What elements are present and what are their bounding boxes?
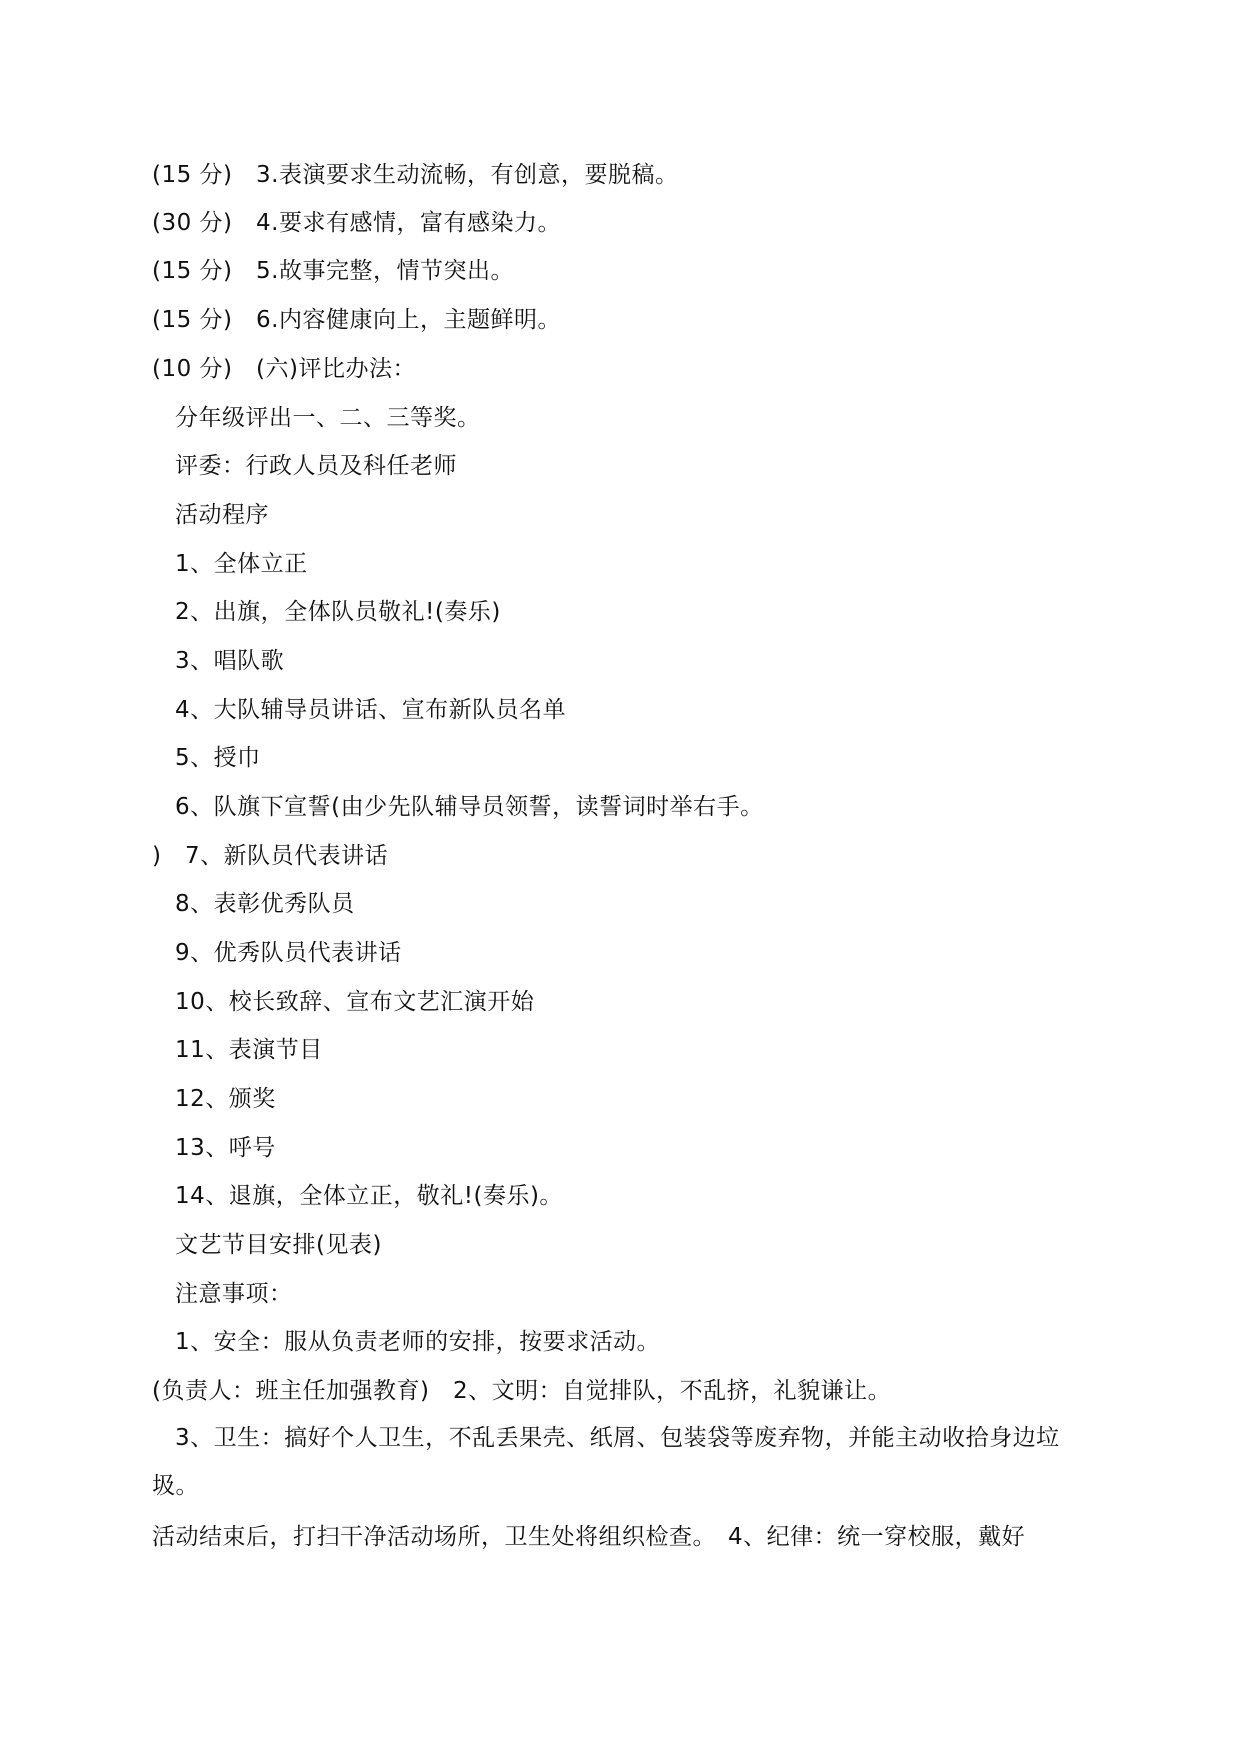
section-heading: 文艺节目安排(见表) — [175, 1232, 382, 1258]
text-line: (15 分) 3.表演要求生动流畅，有创意，要脱稿。 — [152, 162, 679, 188]
text-line: (15 分) 5.故事完整，情节突出。 — [152, 258, 514, 284]
list-item: 4、大队辅导员讲话、宣布新队员名单 — [175, 697, 567, 723]
list-item: 1、安全：服从负责老师的安排，按要求活动。 — [175, 1329, 661, 1355]
list-item: 6、队旗下宣誓(由少先队辅导员领誓，读誓词时举右手。 — [175, 794, 764, 820]
list-item: 12、颁奖 — [175, 1086, 276, 1112]
list-item: 1、全体立正 — [175, 551, 308, 577]
list-item: 3、唱队歌 — [175, 648, 285, 674]
text-line: 评委：行政人员及科任老师 — [175, 453, 457, 479]
text-line: 分年级评出一、二、三等奖。 — [175, 405, 481, 431]
section-heading: 活动程序 — [175, 502, 269, 528]
list-item: 14、退旗，全体立正，敬礼!(奏乐)。 — [175, 1183, 563, 1209]
text-line: (15 分) 6.内容健康向上，主题鲜明。 — [152, 307, 561, 333]
section-heading: 注意事项： — [175, 1281, 293, 1307]
paragraph: 活动结束后，打扫干净活动场所，卫生处将组织检查。 4、纪律：统一穿校服，戴好 — [152, 1524, 1026, 1550]
list-item: 9、优秀队员代表讲话 — [175, 940, 402, 966]
list-item: 13、呼号 — [175, 1135, 276, 1161]
list-item: 8、表彰优秀队员 — [175, 891, 355, 917]
list-item: ) 7、新队员代表讲话 — [152, 843, 389, 869]
list-item: (负责人：班主任加强教育) 2、文明：自觉排队，不乱挤，礼貌谦让。 — [152, 1378, 892, 1404]
list-item: 10、校长致辞、宣布文艺汇演开始 — [175, 989, 535, 1015]
list-item: 11、表演节目 — [175, 1037, 323, 1063]
text-line: (30 分) 4.要求有感情，富有感染力。 — [152, 210, 561, 236]
paragraph: 3、卫生：搞好个人卫生，不乱丢果壳、纸屑、包装袋等废弃物，并能主动收拾身边垃圾。 — [152, 1425, 1060, 1499]
list-item: 5、授巾 — [175, 745, 261, 771]
text-line: (10 分) (六)评比办法： — [152, 356, 416, 382]
list-item: 2、出旗，全体队员敬礼!(奏乐) — [175, 599, 501, 625]
